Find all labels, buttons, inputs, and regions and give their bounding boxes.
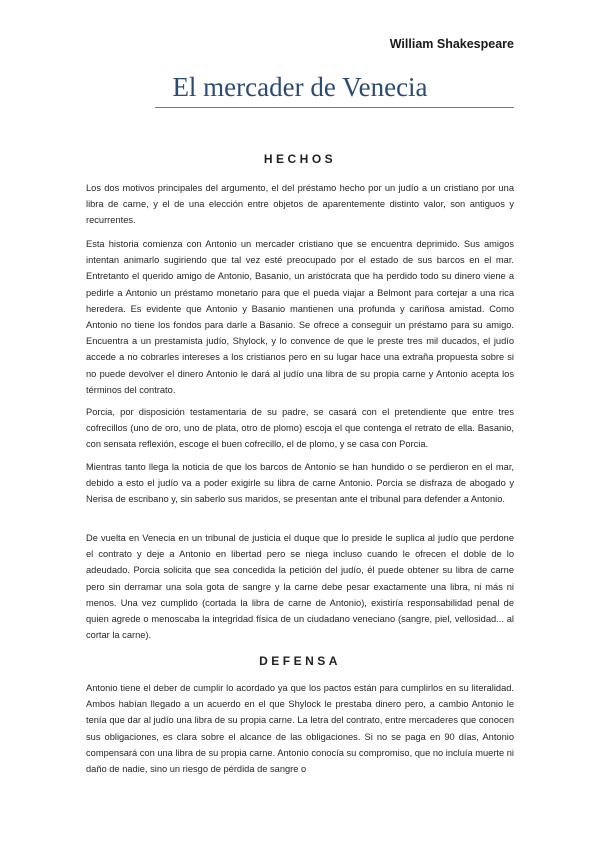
paragraph	[86, 180, 514, 229]
section-hechos	[86, 152, 514, 166]
paragraph	[86, 530, 514, 643]
author-name: William Shakespeare	[389, 37, 514, 51]
paragraph-text: Mientras tanto llega la noticia de que los barcos de Antonio se han hundido o se perdieron en el mar, debido a esto el judío va a poder exigirle su libra de carne Antonio. Porcia se disfraza de abogado y Nerisa de escribano y, sin saberlo sus maridos, se presentan ante el tribunal para defender a Antonio.	[86, 462, 514, 505]
section-heading: DEFENSA	[259, 654, 341, 668]
paragraph-text: Porcia, por disposición testamentaria de su padre, se casará con el pretendiente que entre tres cofrecillos (uno de oro, uno de plata, otro de plomo) escoja el que contenga el retrato de ella. Basanio, con sensata reflexión, escoge el buen cofrecillo, el de plomo, y se casa con Porcia.	[86, 407, 514, 450]
paragraph	[86, 680, 514, 777]
paragraph-text: Antonio tiene el deber de cumplir lo acordado ya que los pactos están para cumplirlos en su literalidad. Ambos habían llegado a un acuerdo en el que Shylock le prestaba dinero pero, a cambio Antonio le tenía que dar al judío una libra de su propia carne. La letra del contrato, entre mercaderes que conocen sus obligaciones, es clara sobre el alcance de las obligaciones. Si no se paga en 90 días, Antonio compensará con una libra de su propia carne. Antonio conocía su compromiso, que no incluía muerte ni daño de nadie, sino un riesgo de pérdida de sangre o	[86, 683, 514, 775]
section-heading: HECHOS	[263, 152, 337, 166]
paragraph-text: Esta historia comienza con Antonio un mercader cristiano que se encuentra deprimido. Sus amigos intentan animarlo sugiriendo que tal vez esté preocupado por el estado de sus barcos en el mar. Entretanto el querido amigo de Antonio, Basanio, un aristócrata que ha perdido todo su dinero viene a pedirle a Antonio un préstamo monetario para que el pueda viajar a Belmont para cortejar a una rica heredera. Es evidente que Antonio y Basanio mantienen una profunda y cariñosa amistad. Como Antonio no tiene los fondos para darle a Basanio. Se ofrece a conseguir un préstamo para su amigo. Encuentra a un prestamista judío, Shylock, y lo convence de que le preste tres mil ducados, el judío accede a no cobrarles intereses a los cristianos pero en su lugar hace una extraña propuesta sobre si no puede devolver el dinero Antonio le dará al judío una libra de su propia carne y Antonio acepta los términos del contrato.	[86, 239, 514, 395]
document-title: El mercader de Venecia	[172, 72, 428, 102]
paragraph-text: Los dos motivos principales del argumento, el del préstamo hecho por un judío a un cristiano por una libra de carne, y el de una elección entre objetos de aparentemente distinto valor, son antiguos y recurrentes.	[86, 183, 514, 226]
paragraph-text: De vuelta en Venecia en un tribunal de justicia el duque que lo preside le suplica al judío que perdone el contrato y deje a Antonio en libertad pero se niega incluso cuando le ofrecen el doble de lo adeudado. Porcia solicita que sea concedida la petición del judío, él puede obtener su libra de carne pero sin derramar una sola gota de sangre y la carne debe pesar exactamente una libra, ni más ni menos. Una vez cumplido (cortada la libra de carne de Antonio), existiría responsabilidad penal de quien agrede o menoscaba la integridad física de un ciudadano veneciano (sangre, piel, vellosidad... al cortar la carne).	[86, 533, 514, 641]
title-underline	[155, 107, 514, 108]
paragraph	[86, 459, 514, 508]
paragraph	[86, 404, 514, 453]
paragraph	[86, 236, 514, 398]
section-defensa	[86, 654, 514, 668]
